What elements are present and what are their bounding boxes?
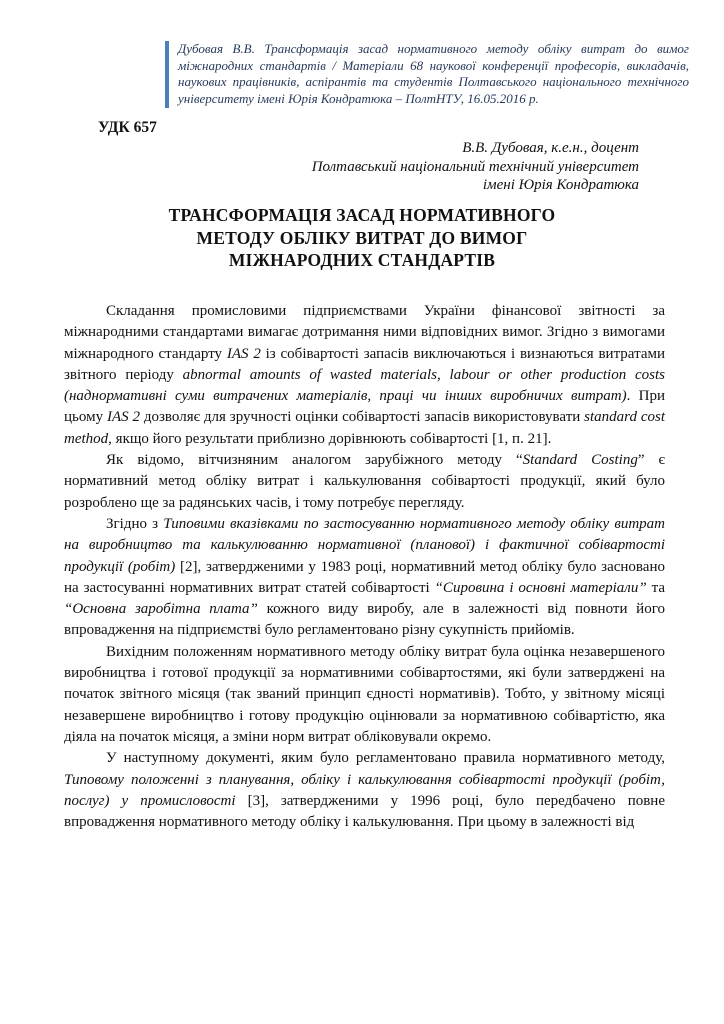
italic-run: standard cost method	[64, 409, 665, 447]
author-line: В.В. Дубовая, к.е.н., доцент	[462, 140, 639, 156]
paragraph	[64, 301, 665, 450]
title-line: ТРАНСФОРМАЦІЯ ЗАСАД НОРМАТИВНОГО	[168, 205, 556, 225]
author-line: імені Юрія Кондратюка	[482, 177, 639, 194]
paragraph	[64, 642, 665, 748]
citation-header	[165, 41, 689, 108]
title-line: МЕТОДУ ОБЛІКУ ВИТРАТ ДО ВИМОГ	[196, 227, 528, 248]
paper-title	[62, 204, 662, 272]
text-run: Згідно з	[106, 515, 164, 532]
paragraph	[64, 514, 665, 642]
author-line: Полтавський національний технічний університет	[311, 158, 639, 175]
text-run: Вихідним положенням нормативного методу обліку витрат була оцінка незавершеного виробництва і готової продукції за нормативними собівартостями, які були затверджені на початок звітного місяця (так званий принцип єдності нормативів). Тобто, у звітному місяці незавершене виробництво і готову продукцію оцінювали за нормативною собівартістю, яка діяла на початок місяця, а зміни норм витрат обліковували окремо.	[64, 643, 665, 745]
italic-run: “Сировина і основні матеріали”	[434, 579, 647, 596]
italic-run: abnormal amounts of wasted materials, labour or other production costs (наднормативні суми витрачених матеріалів, праці чи інших виробничих витрат)	[64, 366, 665, 405]
citation-text: Дубовая В.В. Трансформація засад нормативного методу обліку витрат до вимог міжнародних стандартів / Матеріали 68 наукової конференції професорів, викладачів, наукових працівників, аспірантів та студентів Полтавського національного технічного університету імені Юрія Кондратюка – ПолтНТУ, 16.05.2016 р.	[178, 41, 689, 107]
italic-run: Типовими вказівками по застосуванню нормативного методу обліку витрат на виробництво та калькулюванню нормативної (планової) і фактичної собівартості продукції (робіт)	[64, 515, 665, 575]
udc-code: УДК 657	[98, 119, 157, 136]
italic-run: Standard Costing	[522, 452, 638, 469]
text-run: [3], затвердженими у 1996 році, було передбачено повне впровадження нормативного методу обліку і калькулювання. При цьому в залежності від	[64, 792, 665, 831]
text-run: . При цьому	[64, 388, 665, 426]
article-body	[64, 301, 665, 833]
title-line: МІЖНАРОДНИХ СТАНДАРТІВ	[228, 250, 496, 270]
text-run: ” є нормативний метод обліку витрат і калькулювання собівартості продукції, який було розроблено ще за радянських часів, і тому потребує перегляду.	[64, 452, 665, 511]
text-run: У наступному документі, яким було регламентовано правила нормативного методу,	[106, 750, 665, 767]
text-run: та	[646, 579, 665, 596]
text-run: кожного виду виробу, але в залежності від повноти його впровадження на підприємстві було регламентовано різну сукупність прийомів.	[64, 601, 665, 639]
italic-run: IAS 2	[226, 345, 261, 362]
paragraph	[64, 450, 665, 514]
author-block	[312, 139, 639, 195]
text-run: дозволяє для зручності оцінки собівартості запасів використовувати	[140, 409, 585, 426]
text-run: , якщо його результати приблизно дорівнюють собівартості [1, п. 21].	[108, 430, 552, 447]
text-run: Як відомо, вітчизняним аналогом зарубіжного методу “	[106, 452, 523, 469]
italic-run: Типовому положенні з планування, обліку і калькулювання собівартості продукції (робіт, послуг) у промисловості	[64, 771, 665, 809]
text-run: із собівартості запасів виключаються і визнаються витратами звітного періоду	[64, 345, 665, 383]
text-run: [2], затвердженими у 1983 році, нормативний метод обліку було засновано на застосуванні нормативних витрат статей собівартості	[64, 558, 665, 596]
italic-run: “Основна заробітна плата”	[64, 601, 258, 618]
italic-run: IAS 2	[106, 409, 140, 426]
text-run: Складання промисловими підприємствами України фінансової звітності за міжнародними стандартами вимагає дотримання ними відповідних вимог. Згідно з вимогами міжнародного стандарту	[64, 303, 665, 362]
paragraph	[64, 748, 665, 833]
